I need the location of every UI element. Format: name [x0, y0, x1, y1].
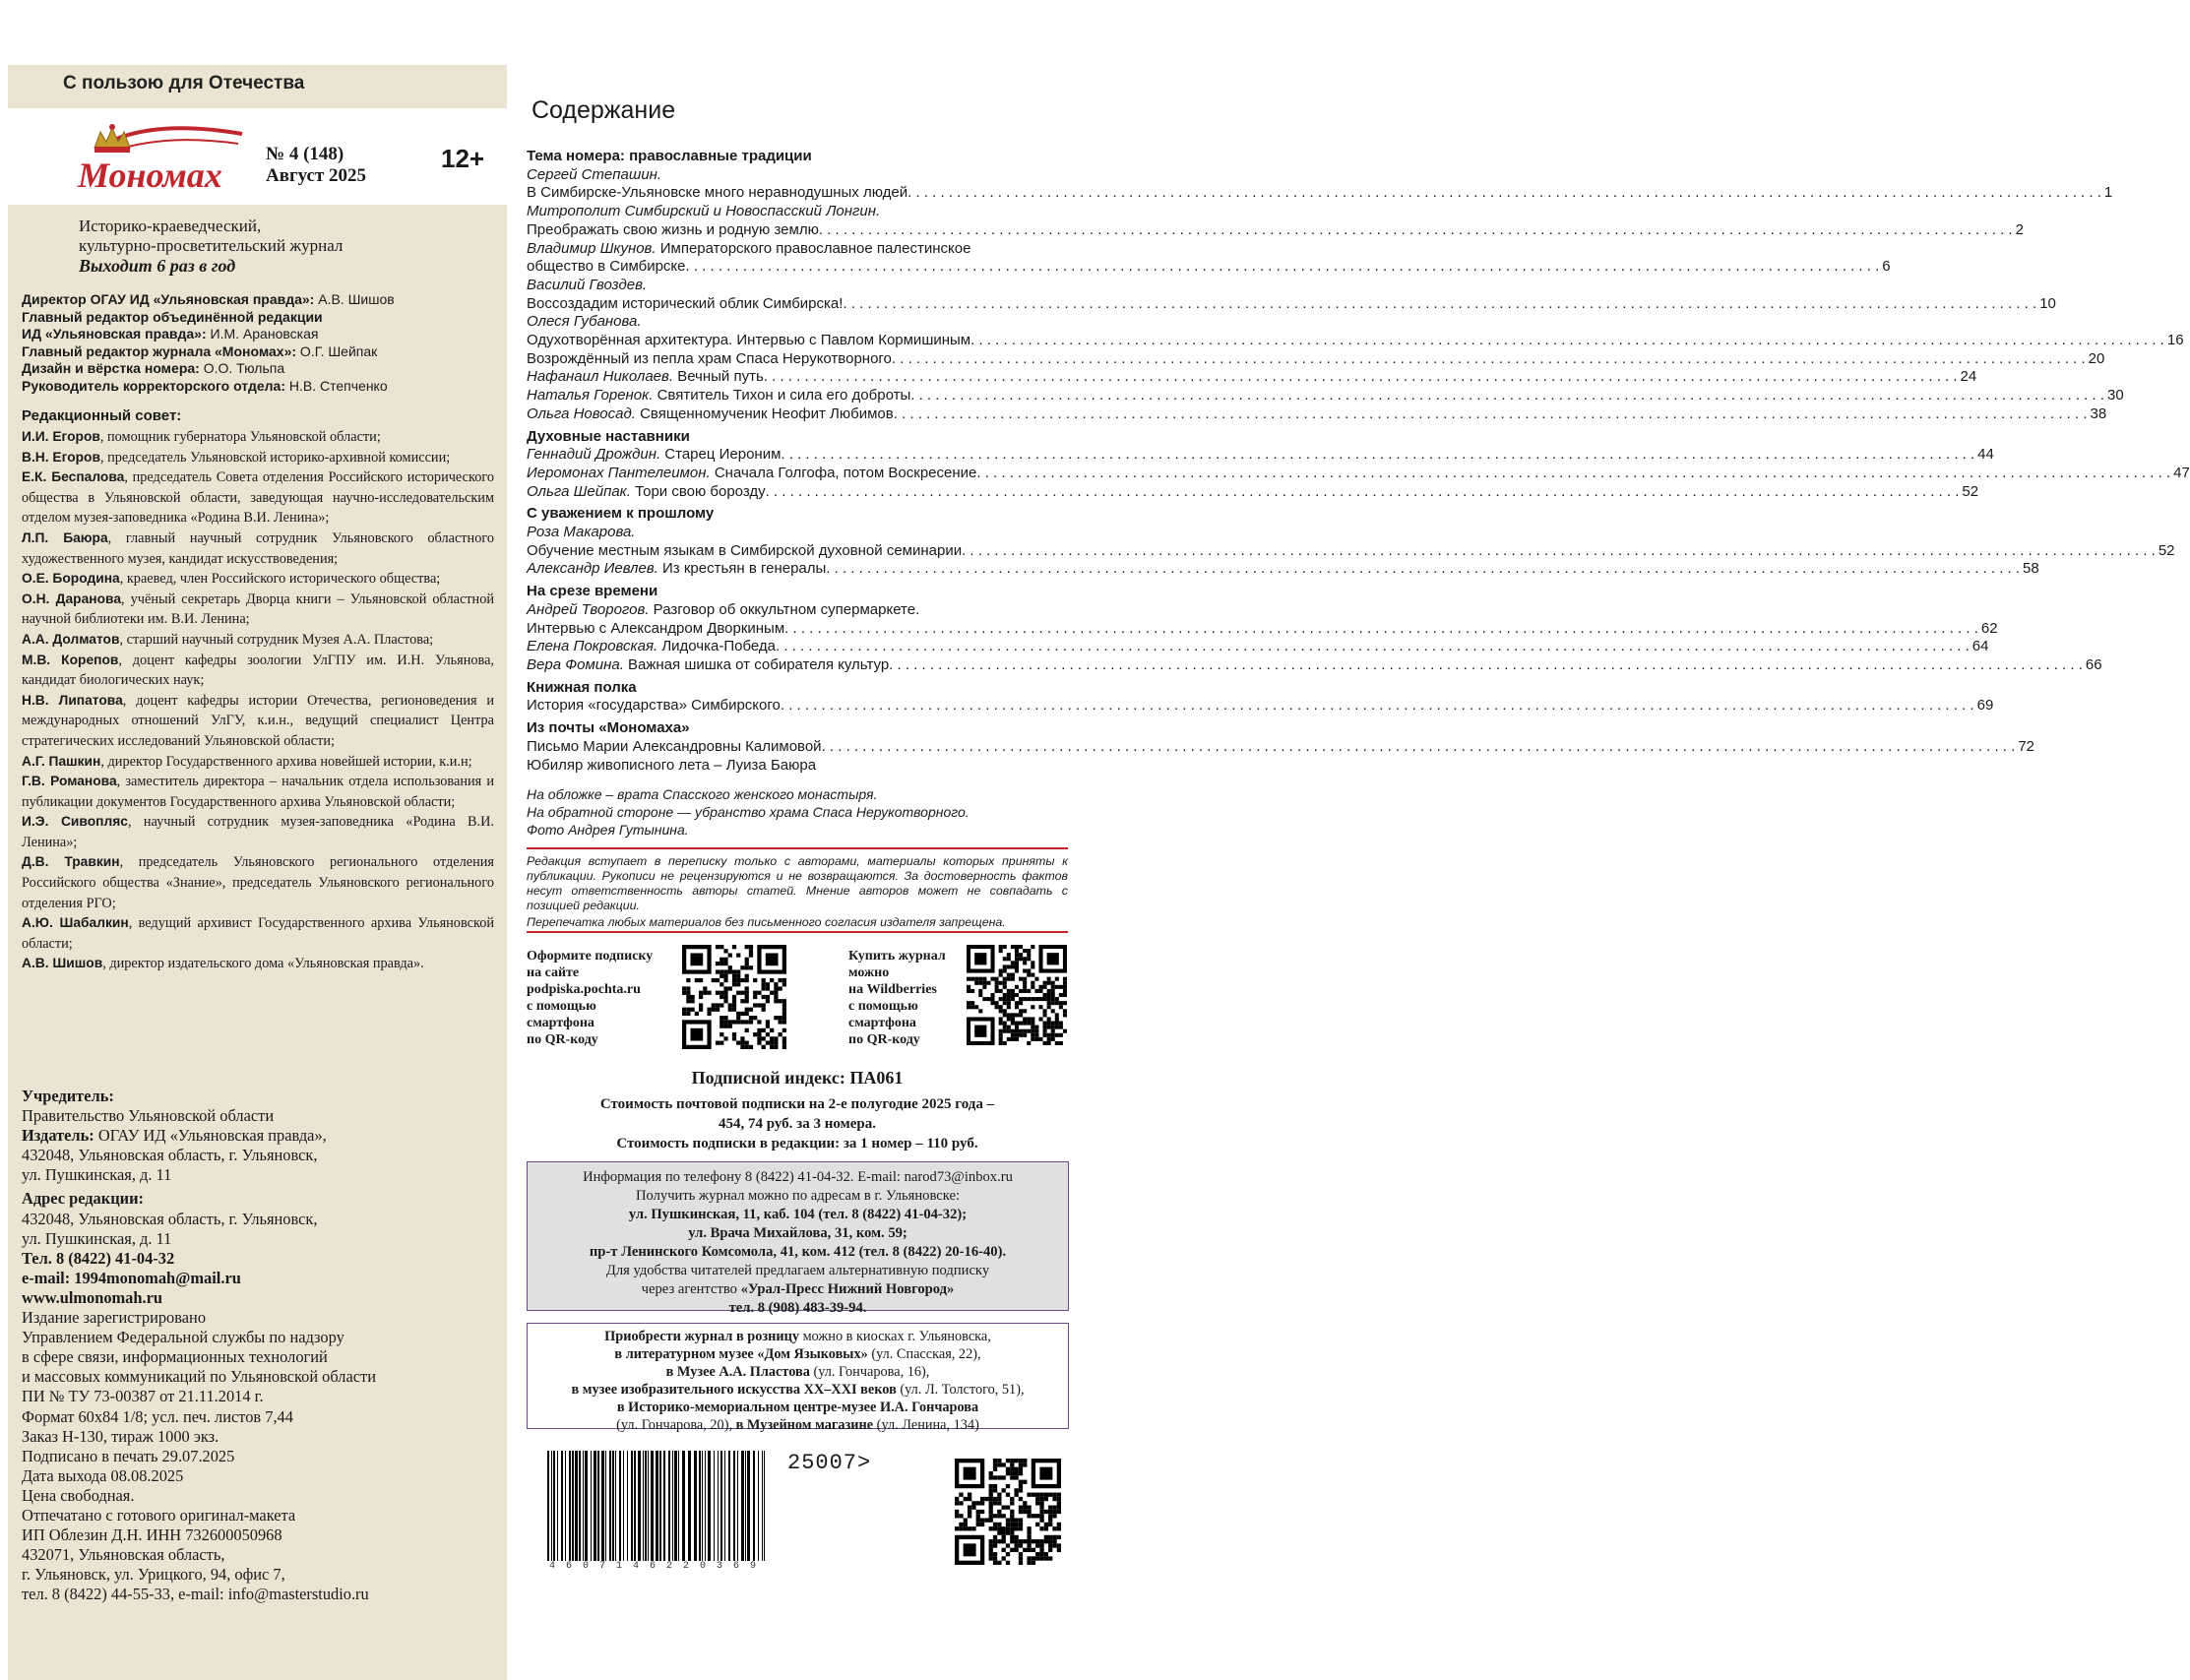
toc-leader-dots: [784, 620, 1978, 639]
toc-entry[interactable]: [527, 446, 1994, 465]
barcode-issue-code: 25007>: [787, 1451, 872, 1475]
subscription-price: [527, 1094, 1068, 1153]
toc-leader-dots: [962, 542, 2156, 561]
council-member-name: Д.В. Травкин: [22, 854, 120, 870]
council-member-desc: , главный научный сотрудник Ульяновского областного художественного музея, кандидат искусствоведения;: [22, 529, 494, 567]
staff-name: А.В. Шишов: [318, 291, 395, 307]
staff-row: [22, 309, 496, 327]
toc-entry-page: 10: [2039, 294, 2056, 312]
retail-l6b: в Музейном магазине: [735, 1417, 874, 1433]
council-member-name: И.И. Егоров: [22, 429, 100, 444]
toc-entry-title: Обучение местным языкам в Симбирской духовной семинарии: [527, 541, 963, 559]
toc-entry[interactable]: [527, 294, 2056, 314]
staff-row: [22, 378, 496, 396]
imprint-line: Издание зарегистрировано: [22, 1308, 207, 1328]
toc-leader-dots: [843, 295, 2036, 314]
frequency: Выходит 6 раз в год: [79, 256, 236, 276]
council-member: [22, 772, 494, 812]
toc-leader-dots: [686, 258, 1880, 277]
council-member-name: А.Ю. Шабалкин: [22, 915, 129, 931]
publisher-address-2: ул. Пушкинская, д. 11: [22, 1165, 172, 1185]
council-member-name: И.Э. Сивопляс: [22, 814, 128, 830]
editorial-address-2: ул. Пушкинская, д. 11: [22, 1228, 172, 1248]
toc-entry-page: 69: [1976, 697, 1994, 715]
toc-entry[interactable]: [527, 166, 1071, 185]
subscription-index: Подписной индекс: ПА061: [691, 1068, 904, 1088]
council-member-name: А.В. Шишов: [22, 956, 103, 971]
barcode-qr-icon: [955, 1459, 1061, 1565]
council-member-desc: , доцент кафедры зоологии УлГПУ им. И.Н. Ульянова, кандидат биологических наук;: [22, 652, 494, 689]
toc-section-title: Духовные наставники: [527, 427, 690, 445]
reprint-notice: Перепечатка любых материалов без письменного согласия издателя запрещена.: [527, 915, 1006, 929]
toc-entry-page: 66: [2085, 655, 2102, 673]
council-member-desc: , учёный секретарь Дворца книги – Ульяновской областной научной библиотеки им. В.И. Ленина;: [22, 591, 494, 628]
toc-section-title: С уважением к прошлому: [527, 505, 715, 523]
editorial-council: [22, 427, 494, 974]
imprint-line: и массовых коммуникаций по Ульяновской области: [22, 1367, 376, 1387]
council-member: [22, 569, 494, 590]
editorial-site[interactable]: www.ulmonomah.ru: [22, 1287, 162, 1307]
barcode-digits: 4607146220369: [549, 1561, 768, 1572]
toc-entry-author: Владимир Шкунов.: [527, 239, 657, 257]
imprint-line: Цена свободная.: [22, 1485, 135, 1505]
retail-l5a: в Историко-мемориальном центре-музее И.А. Гончарова: [616, 1400, 979, 1415]
council-member-name: О.Е. Бородина: [22, 571, 120, 587]
toc-entry-author: Андрей Творогов.: [527, 600, 650, 618]
council-member: [22, 467, 494, 529]
council-member: [22, 630, 494, 651]
toc-entry-author: Иеромонах Пантелеимон.: [527, 464, 711, 481]
subscription-line: Оформите подписку: [527, 949, 654, 964]
council-member-desc: , председатель Ульяновского регионального отделения Российского общества «Знание», председатель Ульяновского регионального отделения РГО;: [22, 854, 495, 911]
toc-entry-page: 2: [2015, 220, 2024, 238]
disclaimer-text: Редакция вступает в переписку только с авторами, материалы которых приняты к публикации. Рукописи не рецензируются и не возвращаются. За достоверность фактов несут ответственность авторы статей. Мнение авторов может не совпадать с позицией редакции.: [527, 854, 1068, 912]
toc-leader-dots: [907, 184, 2101, 203]
wildberries-qr-code-icon[interactable]: [967, 945, 1067, 1045]
toc-entry-page: 44: [1977, 446, 1994, 464]
toc-entry-page: 62: [1980, 619, 1998, 637]
toc-title: Содержание: [532, 96, 676, 124]
staff-row: [22, 360, 496, 378]
description-line1: Историко-краеведческий,: [79, 217, 262, 235]
staff-name: О.О. Тюльпа: [203, 360, 285, 376]
imprint-line: в сфере связи, информационных технологий: [22, 1347, 328, 1367]
council-member: [22, 691, 494, 752]
toc-entry-title: Преображать свою жизнь и родную землю: [527, 220, 819, 238]
divider-top: [527, 847, 1068, 849]
toc-leader-dots: [819, 221, 2013, 240]
toc-entry[interactable]: [527, 757, 1071, 776]
council-member-desc: , краевед, член Российского исторического общества;: [119, 571, 441, 588]
toc-entry-title: В Симбирске-Ульяновске много неравнодушных людей: [527, 184, 908, 202]
council-member-name: Г.В. Романова: [22, 774, 117, 789]
imprint: [22, 1087, 494, 1604]
council-member-name: Н.В. Липатова: [22, 692, 123, 708]
council-member: [22, 852, 494, 913]
subscription-line: на сайте: [527, 965, 580, 980]
toc-entry[interactable]: [527, 482, 1979, 502]
toc-leader-dots: [892, 350, 2086, 369]
toc-entry-page: 52: [2158, 541, 2175, 559]
toc-entry[interactable]: [527, 541, 2175, 561]
toc-entry-title: Юбиляр живописного лета – Луиза Баюра: [527, 756, 817, 774]
toc-entry-title: Письмо Марии Александровны Калимовой: [527, 737, 822, 755]
price-line3: Стоимость подписки в редакции: за 1 номер – 110 руб.: [616, 1136, 978, 1151]
toc-entry-title: Священномученик Неофит Любимов: [635, 404, 894, 422]
imprint-line: Подписано в печать 29.07.2025: [22, 1446, 235, 1465]
toc-entry[interactable]: [527, 184, 2113, 203]
toc-leader-dots: [976, 465, 2170, 483]
toc-entry[interactable]: [527, 277, 1071, 295]
toc-entry-title: Интервью с Александром Дворкиным: [527, 619, 785, 637]
toc-entry[interactable]: [527, 737, 2034, 757]
info-line7b: «Урал-Пресс Нижний Новгород»: [740, 1281, 955, 1297]
staff-row: [22, 343, 496, 361]
toc-leader-dots: [781, 697, 1974, 716]
toc-entry-title: Вечный путь: [673, 368, 764, 386]
toc-entry-title: Лидочка-Победа: [657, 638, 777, 655]
toc-leader-dots: [826, 560, 2020, 579]
toc-entry-title: Важная шишка от собирателя культур: [623, 655, 890, 673]
retail-l6a: (ул. Гончарова, 20),: [616, 1417, 736, 1433]
council-member: [22, 812, 494, 852]
toc-entry-page: 52: [1962, 482, 1979, 500]
disclaimer: [527, 854, 1068, 930]
toc-entry-title: Возрождённый из пепла храм Спаса Нерукотворного: [527, 349, 892, 367]
staff-role: Дизайн и вёрстка номера:: [22, 360, 204, 376]
council-member: [22, 448, 494, 468]
toc-entry-page: 20: [2088, 349, 2105, 367]
toc-entry-title: Святитель Тихон и сила его доброты: [653, 387, 911, 404]
council-member-desc: , председатель Совета отделения Российского исторического общества в Ульяновской области, заведующая научно-исследовательским отделом музея-заповедника «Родина В.И. Ленина»;: [22, 469, 494, 527]
toc-entry[interactable]: [527, 349, 2105, 369]
toc-entry[interactable]: [527, 368, 1977, 387]
toc-entry-title: Сначала Голгофа, потом Воскресение: [710, 464, 977, 481]
issue-date: Август 2025: [266, 165, 367, 186]
council-member: [22, 752, 494, 773]
subscription-line: с помощью: [848, 999, 918, 1014]
council-member-name: А.Г. Пашкин: [22, 753, 101, 769]
council-member-desc: , директор Государственного архива новейшей истории, к.и.н;: [100, 753, 472, 770]
council-member-name: О.Н. Даранова: [22, 591, 122, 606]
toc-entry[interactable]: [527, 332, 2184, 350]
toc-entry[interactable]: [527, 258, 1891, 277]
subscription-line: Купить журнал: [848, 949, 946, 964]
motto: С пользою для Отечества: [63, 73, 305, 93]
description-line2: культурно-просветительский журнал: [79, 236, 344, 255]
retail-l4b: (ул. Л. Толстого, 51),: [896, 1382, 1025, 1398]
toc-entry[interactable]: [527, 404, 2107, 424]
subscription-line: смартфона: [848, 1016, 916, 1030]
post-subscription-text: [527, 948, 674, 1048]
council-member-name: Л.П. Баюра: [22, 529, 108, 545]
toc-section-title: Тема номера: православные традиции: [527, 148, 812, 164]
council-member-name: А.А. Долматов: [22, 631, 120, 647]
council-member-desc: , старший научный сотрудник Музея А.А. Пластова;: [119, 631, 434, 648]
imprint-line: тел. 8 (8422) 44-55-33, e-mail: info@masterstudio.ru: [22, 1585, 369, 1604]
toc-entry[interactable]: [527, 220, 2024, 240]
toc-leader-dots: [764, 368, 1958, 387]
wildberries-text: [848, 948, 967, 1048]
imprint-line: Отпечатано с готового оригинал-макета: [22, 1505, 296, 1524]
retail-l3b: (ул. Гончарова, 16),: [809, 1364, 930, 1380]
divider-bottom: [527, 931, 1068, 933]
toc-entry[interactable]: [527, 697, 1994, 716]
toc-entry-title: Разговор об оккультном супермаркете.: [649, 600, 920, 618]
imprint-line: ИП Облезин Д.Н. ИНН 732600050968: [22, 1525, 282, 1545]
toc-section-title: На срезе времени: [527, 583, 658, 600]
staff-role: Главный редактор объединённой редакции: [22, 308, 323, 325]
cover-note-line1: На обложке – врата Спасского женского монастыря.: [527, 786, 878, 802]
staff-name: И.М. Арановская: [210, 326, 319, 342]
subscription-line: смартфона: [527, 1016, 594, 1030]
toc-entry-page: 72: [2018, 737, 2034, 755]
toc-entry-author: Вера Фомина.: [527, 655, 624, 673]
toc-entry-author: Александр Иевлев.: [527, 560, 658, 578]
toc-entry-author: Нафанаил Николаев.: [527, 368, 674, 386]
toc-entry-title: Воссоздадим исторический облик Симбирска!: [527, 294, 844, 312]
issue-info: [266, 144, 366, 187]
cover-note-line3: Фото Андрея Гутынина.: [527, 822, 689, 838]
imprint-line: Формат 60х84 1/8; усл. печ. листов 7,44: [22, 1406, 293, 1426]
staff-role: Главный редактор журнала «Мономах»:: [22, 342, 300, 359]
toc-entry[interactable]: [527, 655, 2102, 675]
toc-entry[interactable]: [527, 560, 2039, 579]
toc-entry-page: 24: [1960, 368, 1977, 386]
founder: Правительство Ульяновской области: [22, 1106, 275, 1126]
staff-role: Руководитель корректорского отдела:: [22, 377, 289, 394]
toc-entry-title: Императорского православное палестинское: [656, 239, 971, 257]
staff-row: [22, 291, 496, 309]
issue-number: № 4 (148): [266, 144, 344, 164]
founder-label: Учредитель:: [22, 1087, 114, 1105]
toc-entry-title: Одухотворённая архитектура. Интервью с Павлом Кормишиным: [527, 332, 971, 349]
toc-entry-page: 16: [2166, 332, 2184, 349]
toc-entry-page: 58: [2023, 560, 2039, 578]
retail-l4a: в музее изобразительного искусства XX–XXI веков: [571, 1382, 897, 1398]
staff-row: [22, 326, 496, 343]
toc-leader-dots: [889, 656, 2083, 675]
toc-entry-page: 38: [2090, 404, 2107, 422]
toc-entry-author: Наталья Горенок.: [527, 387, 654, 404]
council-member: [22, 590, 494, 630]
imprint-line: 432071, Ульяновская область,: [22, 1545, 225, 1565]
toc-entry[interactable]: [527, 601, 1071, 620]
council-member-desc: , ведущий архивист Государственного архива Ульяновской области;: [22, 915, 494, 952]
toc-entry-author: Ольга Новосад.: [527, 404, 636, 422]
retail-l2b: (ул. Спасская, 22),: [867, 1346, 981, 1362]
council-member-name: М.В. Корепов: [22, 652, 119, 667]
retail-l2a: в литературном музее «Дом Языковых»: [614, 1346, 868, 1362]
imprint-line: Управлением Федеральной службы по надзору: [22, 1328, 344, 1347]
editorial-email[interactable]: e-mail: 1994monomah@mail.ru: [22, 1268, 241, 1287]
toc-entry-author: Геннадий Дрождин.: [527, 446, 661, 464]
monomakh-logo: [75, 122, 247, 199]
imprint-line: г. Ульяновск, ул. Урицкого, 94, офис 7,: [22, 1565, 285, 1585]
subscription-line: с помощью: [527, 999, 596, 1014]
imprint-line: Дата выхода 08.08.2025: [22, 1465, 184, 1485]
council-member-desc: , доцент кафедры истории Отечества, регионоведения и международных отношений УлГУ, к.и.н., ведущий специалист Центра стратегических исследований Ульяновской области;: [22, 692, 494, 749]
magazine-description: [79, 217, 343, 276]
cover-note: [527, 785, 970, 839]
staff-name: О.Г. Шейпак: [299, 342, 378, 359]
info-line7a: через агентство: [641, 1281, 741, 1297]
toc-entry[interactable]: [527, 638, 1989, 656]
age-rating: 12+: [441, 144, 485, 173]
toc-entry[interactable]: [527, 524, 1071, 542]
imprint-lines: [22, 1308, 494, 1604]
toc-leader-dots: [776, 638, 1970, 656]
council-member: [22, 651, 494, 691]
subscription-line: на Wildberries: [848, 982, 937, 997]
toc-entry-author: Василий Гвоздев.: [527, 276, 648, 293]
toc-section-title: Книжная полка: [527, 678, 637, 696]
retail-l3a: в Музее А.А. Пластова: [665, 1364, 810, 1380]
toc-entry-page: 1: [2103, 184, 2113, 202]
toc-entry-author: Елена Покровская.: [527, 638, 658, 655]
toc-entry-title: общество в Симбирске: [527, 258, 686, 276]
toc-entry-page: 64: [1971, 638, 1989, 655]
info-line1: Информация по телефону 8 (8422) 41-04-32. E-mail: narod73@inbox.ru: [583, 1169, 1013, 1185]
toc-leader-dots: [970, 332, 2164, 350]
info-line2: Получить журнал можно по адресам в г. Ульяновске:: [635, 1188, 961, 1204]
info-line6: Для удобства читателей предлагаем альтернативную подписку: [605, 1263, 990, 1278]
staff-list: [22, 291, 496, 395]
subscription-line: по QR-коду: [848, 1032, 920, 1047]
editorial-phone: Тел. 8 (8422) 41-04-32: [22, 1248, 175, 1268]
imprint-line: Заказ Н-130, тираж 1000 экз.: [22, 1426, 219, 1446]
council-member-desc: , заместитель директора – начальник отдела использования и публикации документов Государственного архива Ульяновской области;: [22, 774, 494, 810]
council-member-name: В.Н. Егоров: [22, 449, 100, 465]
table-of-contents: [527, 144, 2190, 775]
toc-entry-page: 6: [1882, 258, 1891, 276]
info-line8: тел. 8 (908) 483-39-94.: [728, 1300, 867, 1316]
toc-entry-page: 30: [2107, 387, 2124, 404]
council-member-desc: , директор издательского дома «Ульяновская правда».: [102, 956, 424, 972]
toc-leader-dots: [822, 738, 2016, 757]
logo-text: Мономах: [78, 156, 222, 195]
council-member-desc: , председатель Ульяновской историко-архивной комиссии;: [99, 449, 451, 466]
toc-leader-dots: [894, 405, 2088, 424]
toc-entry[interactable]: [527, 203, 1071, 221]
info-line5: пр-т Ленинского Комсомола, 41, ком. 412 (тел. 8 (8422) 20-16-40).: [589, 1244, 1007, 1260]
retail-l1a: Приобрести журнал в розницу: [604, 1329, 799, 1344]
subscription-line: podpiska.pochta.ru: [527, 982, 641, 997]
subscription-line: по QR-коду: [527, 1032, 598, 1047]
toc-entry-page: 47: [2173, 464, 2190, 481]
toc-entry-author: Ольга Шейпак.: [527, 482, 631, 500]
retail-l1b: можно в киосках г. Ульяновска,: [799, 1329, 991, 1344]
subscription-line: можно: [848, 965, 890, 980]
info-line3: ул. Пушкинская, 11, каб. 104 (тел. 8 (8422) 41-04-32);: [628, 1207, 968, 1222]
council-member-desc: , помощник губернатора Ульяновской области;: [99, 429, 381, 445]
council-member: [22, 427, 494, 448]
toc-entry-title: История «государства» Симбирского: [527, 697, 781, 715]
toc-section-title: Из почты «Мономаха»: [527, 719, 690, 737]
publisher-label: Издатель:: [22, 1126, 98, 1146]
toc-entry[interactable]: [527, 387, 2124, 405]
toc-entry[interactable]: [527, 464, 2190, 483]
toc-entry-author: Олеся Губанова.: [527, 313, 642, 331]
post-qr-code-icon[interactable]: [682, 945, 786, 1049]
publisher-address-1: 432048, Ульяновская область, г. Ульяновск,: [22, 1146, 318, 1165]
toc-leader-dots: [910, 387, 2104, 405]
toc-entry[interactable]: [527, 240, 1071, 259]
cover-note-line2: На обратной стороне — убранство храма Спаса Нерукотворного.: [527, 804, 970, 820]
toc-entry-title: Тори свою борозду: [630, 482, 766, 500]
toc-entry-author: Митрополит Симбирский и Новоспасский Лонгин.: [527, 203, 881, 220]
toc-entry[interactable]: [527, 619, 1998, 639]
barcode-icon: [545, 1451, 770, 1575]
imprint-line: ПИ № ТУ 73-00387 от 21.11.2014 г.: [22, 1387, 264, 1406]
toc-entry-title: Из крестьян в генералы: [657, 560, 827, 578]
council-member: [22, 529, 494, 569]
toc-entry-title: Старец Иероним: [660, 446, 782, 464]
top-strip: [8, 0, 507, 65]
price-line1: Стоимость почтовой подписки на 2-е полугодие 2025 года –: [599, 1096, 995, 1112]
editorial-label: Адрес редакции:: [22, 1189, 144, 1209]
council-member-desc: , научный сотрудник музея-заповедника «Родина В.И. Ленина»;: [22, 814, 494, 850]
council-member: [22, 954, 494, 974]
publisher: ОГАУ ИД «Ульяновская правда»,: [97, 1126, 327, 1146]
toc-entry[interactable]: [527, 313, 1071, 332]
info-line4: ул. Врача Михайлова, 31, ком. 59;: [688, 1225, 907, 1241]
staff-role: ИД «Ульяновская правда»:: [22, 326, 211, 342]
toc-leader-dots: [781, 446, 1974, 465]
info-box: [527, 1161, 1069, 1316]
price-line2: 454, 74 руб. за 3 номера.: [718, 1116, 877, 1132]
toc-leader-dots: [766, 483, 1960, 502]
staff-name: Н.В. Степченко: [288, 377, 388, 394]
retail-box: [527, 1323, 1069, 1433]
council-member: [22, 913, 494, 954]
council-title: Редакционный совет:: [22, 407, 182, 424]
toc-entry-author: Сергей Степашин.: [527, 165, 662, 183]
staff-role: Директор ОГАУ ИД «Ульяновская правда»:: [22, 291, 319, 307]
toc-entry-author: Роза Макарова.: [527, 524, 636, 541]
council-member-name: Е.К. Беспалова: [22, 469, 125, 485]
editorial-address-1: 432048, Ульяновская область, г. Ульяновск,: [22, 1209, 318, 1228]
retail-l6c: (ул. Ленина, 134): [873, 1417, 979, 1433]
